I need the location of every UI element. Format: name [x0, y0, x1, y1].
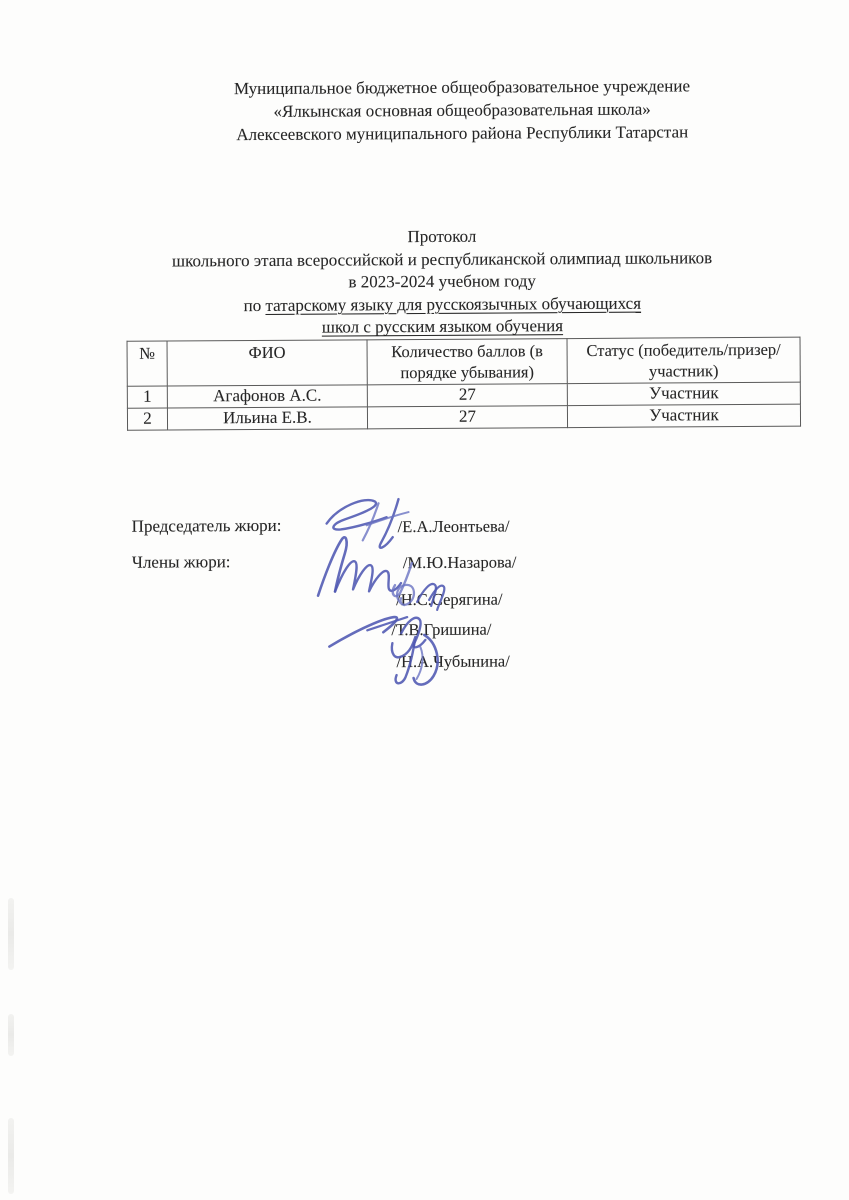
jury-chair-label: Председатель жюри: [131, 515, 282, 536]
cell-status: Участник [567, 404, 800, 427]
cell-score: 27 [367, 384, 567, 407]
jury-member-name: /Н.С.Серягина/ [396, 589, 503, 610]
cell-score: 27 [367, 406, 567, 429]
document-title [87, 224, 798, 341]
jury-chair-name: /Е.А.Леонтьева/ [397, 516, 510, 537]
org-line: Муниципальное бюджетное общеобразовательное учреждение [233, 76, 691, 99]
table-header-row [127, 337, 800, 386]
header-cell-name: ФИО [167, 340, 367, 386]
signature-chubynina-icon [382, 629, 460, 687]
title-line: Протокол [407, 226, 477, 247]
jury-member-name: /Т.В.Гришина/ [391, 619, 492, 640]
org-line: «Ялкынская основная общеобразовательная школа» [273, 99, 651, 121]
jury-members-label: Члены жюри: [131, 552, 231, 572]
header-cell-status: Статус (победитель/призер/участник) [567, 337, 800, 383]
jury-member-name: /Н.А.Чубынина/ [396, 651, 510, 672]
title-line: школьного этапа всероссийской и республиканской олимпиад школьников [171, 247, 713, 271]
subject-prefix: по [243, 295, 266, 315]
header-cell-num: № [127, 341, 167, 386]
subject-underlined-2: школ с русским языком обучения [321, 316, 564, 337]
cell-num: 2 [127, 408, 167, 430]
title-line: в 2023-2024 учебном году [348, 271, 536, 292]
header-cell-score: Количество баллов (в порядке убывания) [367, 339, 567, 385]
table-row [127, 404, 800, 430]
subject-underlined-1: татарскому языку для русскоязычных обучающихся [265, 293, 642, 315]
cell-num: 1 [127, 386, 167, 408]
org-line: Алексеевского муниципального района Республики Татарстан [236, 122, 689, 145]
jury-member-name: /М.Ю.Назарова/ [402, 552, 517, 573]
results-table [127, 337, 802, 431]
organization-header [126, 74, 798, 147]
cell-name: Агафонов А.С. [167, 385, 367, 408]
cell-name: Ильина Е.В. [167, 407, 367, 430]
cell-status: Участник [567, 382, 800, 405]
